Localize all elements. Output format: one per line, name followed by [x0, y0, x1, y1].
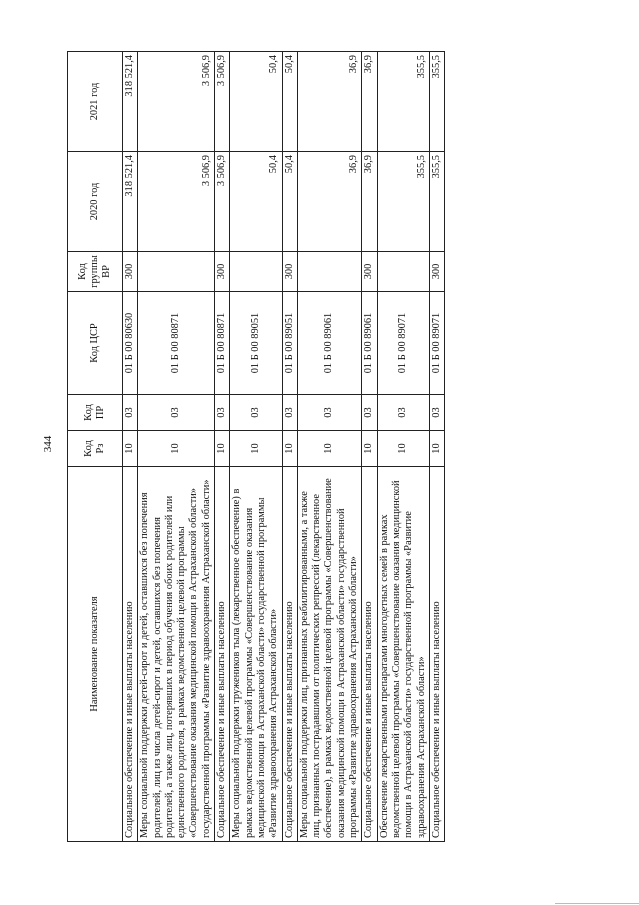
rotated-page-content — [67, 52, 612, 842]
cell-rz: 10 — [215, 431, 230, 467]
cell-csr: 01 Б 00 89071 — [377, 292, 429, 395]
cell-2020: 3 506,9 — [138, 152, 215, 252]
header-name: Наименование показателя — [68, 467, 123, 842]
table-header-row — [68, 52, 123, 842]
cell-csr: 01 Б 00 80871 — [215, 292, 230, 395]
cell-vr — [377, 252, 429, 292]
cell-rz: 10 — [362, 431, 377, 467]
cell-vr — [297, 252, 361, 292]
cell-pr: 03 — [215, 395, 230, 431]
cell-csr: 01 Б 00 89061 — [297, 292, 361, 395]
cell-csr: 01 Б 00 89071 — [429, 292, 444, 395]
cell-2020: 50,4 — [282, 152, 297, 252]
cell-csr: 01 Б 00 89051 — [282, 292, 297, 395]
cell-vr — [230, 252, 282, 292]
header-csr: Код ЦСР — [68, 292, 123, 395]
table-row — [230, 52, 282, 842]
header-pr: Код ПР — [68, 395, 123, 431]
cell-2021: 355,5 — [429, 52, 444, 152]
cell-rz: 10 — [429, 431, 444, 467]
cell-rz: 10 — [377, 431, 429, 467]
cell-2021: 36,9 — [297, 52, 361, 152]
cell-csr: 01 Б 00 80630 — [123, 292, 138, 395]
cell-2021: 36,9 — [362, 52, 377, 152]
cell-2020: 318 521,4 — [123, 152, 138, 252]
cell-csr: 01 Б 00 89061 — [362, 292, 377, 395]
cell-name: Социальное обеспечение и иные выплаты населению — [123, 467, 138, 842]
cell-name: Меры социальной поддержки лиц, признанных реабилитированными, а также лиц, признанных пострадавшими от политических репрессий (лекарственное обеспечение), в рамках ведомственной целевой программы «Совершенствование оказания медицинской помощи в Астраханской области» государственной программы «Развитие здравоохранения Астраханской области» — [297, 467, 361, 842]
cell-name: Меры социальной поддержки детей-сирот и детей, оставшихся без попечения родителей, лиц из числа детей-сирот и детей, оставшихся без попечения родителей, а также лиц, потерявших в период обучения обоих родителей или единственного родителя, в рамках ведомственной целевой программы «Совершенствование оказания медицинской помощи в Астраханской области» государственной программы «Развитие здравоохранения Астраханской области» — [138, 467, 215, 842]
table-row — [362, 52, 377, 842]
cell-vr: 300 — [123, 252, 138, 292]
cell-pr: 03 — [297, 395, 361, 431]
table-row — [429, 52, 444, 842]
cell-2021: 3 506,9 — [215, 52, 230, 152]
cell-csr: 01 Б 00 80871 — [138, 292, 215, 395]
cell-rz: 10 — [230, 431, 282, 467]
cell-name: Социальное обеспечение и иные выплаты населению — [215, 467, 230, 842]
cell-pr: 03 — [429, 395, 444, 431]
cell-pr: 03 — [362, 395, 377, 431]
cell-name: Обеспечение лекарственными препаратами многодетных семей в рамках ведомственной целевой программы «Совершенствование оказания медицинской помощи в Астраханской области» государственной программы «Развитие здравоохранения Астраханской области» — [377, 467, 429, 842]
header-2020: 2020 год — [68, 152, 123, 252]
cell-pr: 03 — [377, 395, 429, 431]
cell-2021: 50,4 — [230, 52, 282, 152]
budget-table — [67, 51, 445, 842]
cell-2020: 50,4 — [230, 152, 282, 252]
table-body — [123, 52, 445, 842]
cell-2020: 36,9 — [297, 152, 361, 252]
table-row — [297, 52, 361, 842]
cell-pr: 03 — [282, 395, 297, 431]
table-row — [282, 52, 297, 842]
cell-pr: 03 — [138, 395, 215, 431]
table-row — [215, 52, 230, 842]
cell-rz: 10 — [297, 431, 361, 467]
cell-rz: 10 — [282, 431, 297, 467]
cell-2021: 355,5 — [377, 52, 429, 152]
cell-pr: 03 — [123, 395, 138, 431]
cell-rz: 10 — [138, 431, 215, 467]
cell-2020: 36,9 — [362, 152, 377, 252]
cell-vr: 300 — [215, 252, 230, 292]
cell-name: Меры социальной поддержки тружеников тыла (лекарственное обеспечение) в рамках ведомственной целевой программы «Совершенствование оказания медицинской помощи в Астраханской области» государственной программы «Развитие здравоохранения Астраханской области» — [230, 467, 282, 842]
cell-pr: 03 — [230, 395, 282, 431]
cell-2021: 50,4 — [282, 52, 297, 152]
cell-vr: 300 — [282, 252, 297, 292]
cell-vr: 300 — [362, 252, 377, 292]
cell-2020: 355,5 — [377, 152, 429, 252]
cell-2021: 318 521,4 — [123, 52, 138, 152]
header-vr: Код группы ВР — [68, 252, 123, 292]
cell-rz: 10 — [123, 431, 138, 467]
cell-vr: 300 — [429, 252, 444, 292]
footer-rule — [555, 903, 639, 904]
cell-name: Социальное обеспечение и иные выплаты населению — [429, 467, 444, 842]
cell-vr — [138, 252, 215, 292]
header-2021: 2021 год — [68, 52, 123, 152]
page-number: 344 — [42, 435, 54, 453]
header-rz: Код Рз — [68, 431, 123, 467]
cell-name: Социальное обеспечение и иные выплаты населению — [362, 467, 377, 842]
cell-csr: 01 Б 00 89051 — [230, 292, 282, 395]
table-row — [138, 52, 215, 842]
table-row — [377, 52, 429, 842]
cell-2020: 3 506,9 — [215, 152, 230, 252]
table-row — [123, 52, 138, 842]
cell-2020: 355,5 — [429, 152, 444, 252]
cell-2021: 3 506,9 — [138, 52, 215, 152]
cell-name: Социальное обеспечение и иные выплаты населению — [282, 467, 297, 842]
